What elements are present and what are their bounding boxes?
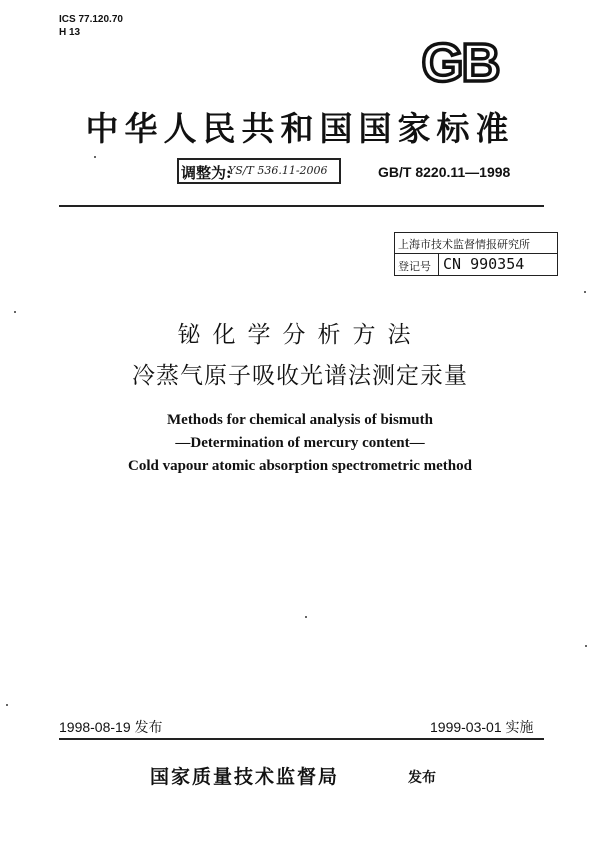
classification-codes bbox=[59, 13, 123, 39]
english-title-line-1: Methods for chemical analysis of bismuth bbox=[167, 412, 433, 428]
stamp-divider-vertical bbox=[438, 254, 439, 276]
implementation-date: 1999-03-01 实施 bbox=[430, 719, 534, 735]
chinese-title-line-2: 冷蒸气原子吸收光谱法测定汞量 bbox=[132, 363, 468, 389]
stamp-divider bbox=[394, 253, 558, 254]
scan-speck bbox=[584, 291, 586, 293]
issuing-authority: 国家质量技术监督局 bbox=[150, 766, 340, 788]
english-title-line-3: Cold vapour atomic absorption spectrometric method bbox=[127, 458, 472, 474]
english-title-line-2: —Determination of mercury content— bbox=[175, 435, 425, 451]
gb-logo bbox=[405, 34, 515, 88]
gb-logo-text: GB bbox=[421, 34, 499, 88]
issue-date: 1998-08-19 发布 bbox=[59, 719, 163, 735]
adjustment-handwritten-number: YS/T 536.11-2006 bbox=[228, 164, 328, 177]
bottom-divider bbox=[59, 738, 544, 740]
issuing-action: 发布 bbox=[408, 770, 436, 786]
ics-code: ICS 77.120.70 bbox=[59, 14, 123, 25]
scan-speck bbox=[94, 156, 96, 158]
chinese-title-line-1: 铋化学分析方法 bbox=[177, 322, 423, 348]
standard-number: GB/T 8220.11—1998 bbox=[378, 164, 511, 180]
adjustment-label: 调整为: bbox=[181, 164, 232, 182]
scan-speck bbox=[585, 645, 587, 647]
stamp-register-label: 登记号 bbox=[398, 260, 431, 273]
scan-speck bbox=[305, 616, 307, 618]
scan-speck bbox=[6, 704, 8, 706]
ccs-code: H 13 bbox=[59, 27, 81, 38]
stamp-register-number: CN 990354 bbox=[443, 255, 525, 273]
national-standard-title: 中华人民共和国国家标准 bbox=[85, 109, 515, 148]
top-divider bbox=[59, 205, 544, 207]
stamp-organization: 上海市技术监督情报研究所 bbox=[398, 238, 530, 251]
scan-speck bbox=[14, 311, 16, 313]
